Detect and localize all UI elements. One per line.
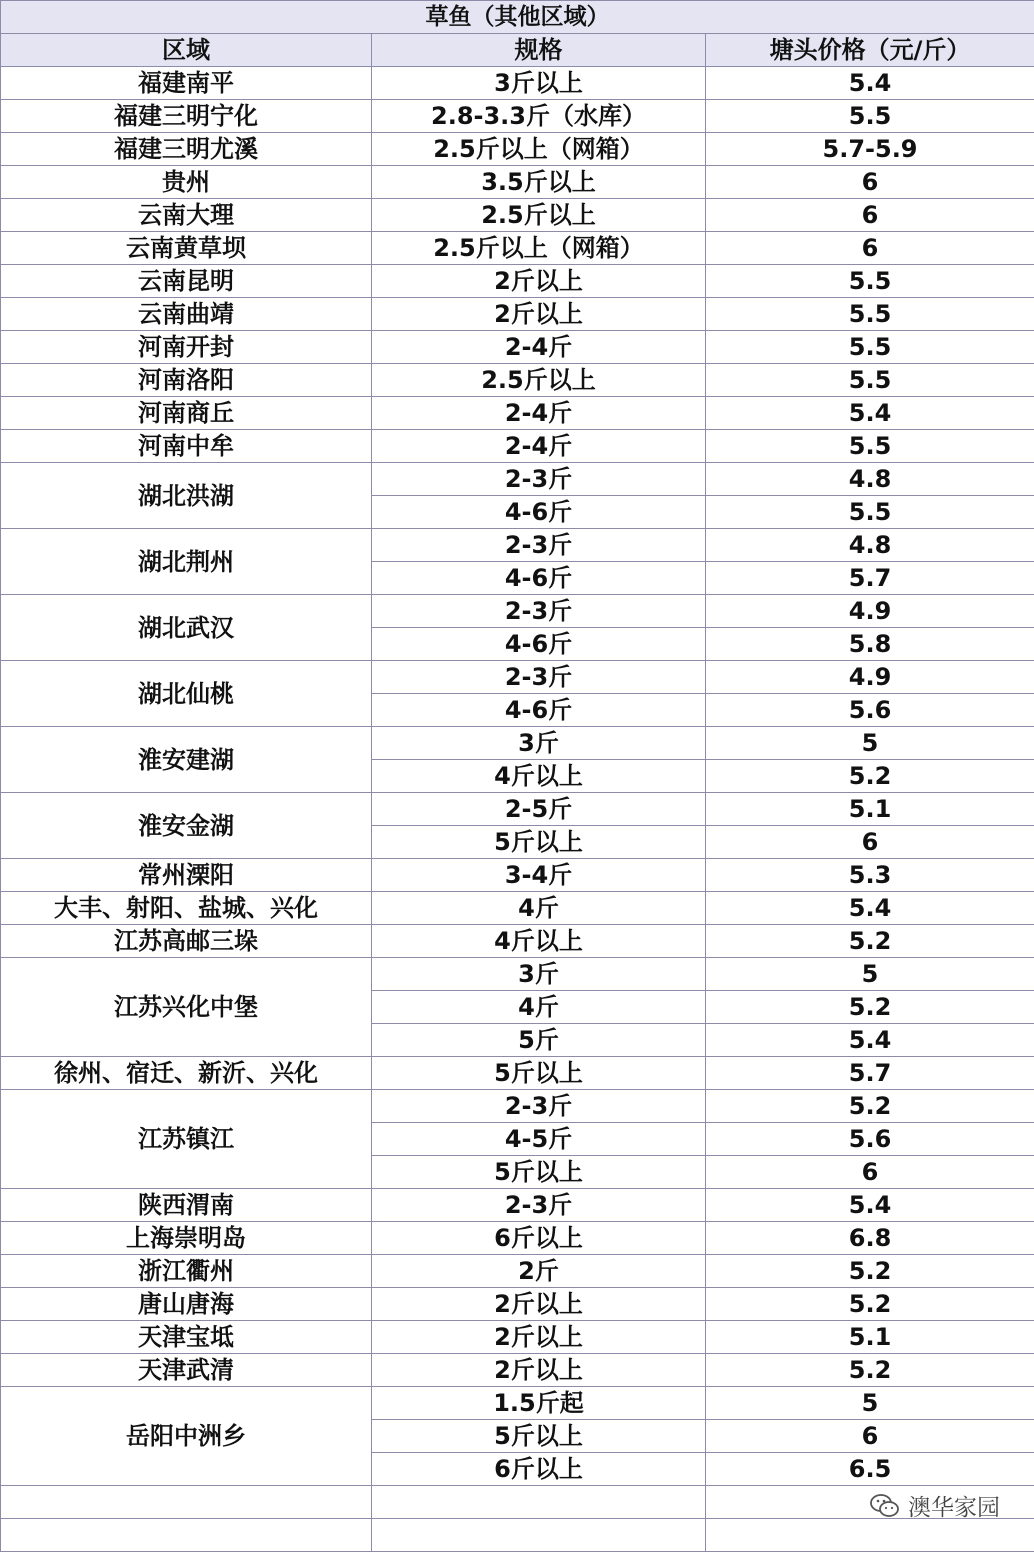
spec-cell: 3斤 — [372, 958, 706, 991]
spec-cell: 5斤以上 — [372, 1057, 706, 1090]
price-cell: 5.7-5.9 — [706, 133, 1034, 166]
table-row — [1, 1189, 1034, 1222]
price-cell: 6 — [706, 1156, 1034, 1189]
table-row — [1, 1090, 1034, 1123]
price-cell: 5.5 — [706, 265, 1034, 298]
price-cell: 5.5 — [706, 496, 1034, 529]
region-cell: 陕西渭南 — [1, 1189, 372, 1222]
table-row — [1, 529, 1034, 562]
region-cell: 徐州、宿迁、新沂、兴化 — [1, 1057, 372, 1090]
price-cell: 5.2 — [706, 1354, 1034, 1387]
spec-cell: 2-4斤 — [372, 397, 706, 430]
spec-cell: 2-3斤 — [372, 463, 706, 496]
spec-cell: 2-3斤 — [372, 1090, 706, 1123]
price-cell: 5.5 — [706, 430, 1034, 463]
region-cell: 河南中牟 — [1, 430, 372, 463]
table-body — [1, 67, 1034, 1552]
watermark-text: 澳华家园 — [908, 1495, 1000, 1521]
spec-cell: 2.5斤以上 — [372, 199, 706, 232]
table-row — [1, 100, 1034, 133]
empty-row — [1, 1519, 1034, 1552]
table-row — [1, 892, 1034, 925]
spec-cell: 2-3斤 — [372, 529, 706, 562]
price-cell: 5.2 — [706, 1255, 1034, 1288]
spec-cell: 2斤以上 — [372, 1321, 706, 1354]
spec-cell: 6斤以上 — [372, 1453, 706, 1486]
region-cell: 浙江衢州 — [1, 1255, 372, 1288]
spec-cell: 3-4斤 — [372, 859, 706, 892]
price-cell: 5.7 — [706, 562, 1034, 595]
empty-cell — [1, 1486, 372, 1519]
price-cell: 6.5 — [706, 1453, 1034, 1486]
price-cell: 5.2 — [706, 760, 1034, 793]
price-cell: 5.2 — [706, 1288, 1034, 1321]
header-price: 塘头价格（元/斤） — [706, 34, 1034, 67]
table-row — [1, 1255, 1034, 1288]
region-cell: 湖北洪湖 — [1, 463, 372, 529]
empty-cell — [1, 1519, 372, 1552]
region-cell: 贵州 — [1, 166, 372, 199]
spec-cell: 2.5斤以上 — [372, 364, 706, 397]
price-cell: 5.5 — [706, 100, 1034, 133]
spec-cell: 6斤以上 — [372, 1222, 706, 1255]
table-row — [1, 67, 1034, 100]
price-cell: 5.4 — [706, 67, 1034, 100]
price-cell: 5 — [706, 1387, 1034, 1420]
spec-cell: 2-4斤 — [372, 430, 706, 463]
region-cell: 江苏高邮三垛 — [1, 925, 372, 958]
region-cell: 岳阳中洲乡 — [1, 1387, 372, 1486]
table-row — [1, 925, 1034, 958]
table-row — [1, 265, 1034, 298]
spec-cell: 3斤 — [372, 727, 706, 760]
spec-cell: 3.5斤以上 — [372, 166, 706, 199]
header-region: 区域 — [1, 34, 372, 67]
price-cell: 5.3 — [706, 859, 1034, 892]
region-cell: 福建南平 — [1, 67, 372, 100]
price-cell: 5 — [706, 958, 1034, 991]
spec-cell: 2-3斤 — [372, 1189, 706, 1222]
table-row — [1, 1354, 1034, 1387]
price-cell: 5 — [706, 727, 1034, 760]
spec-cell: 4-6斤 — [372, 694, 706, 727]
spec-cell: 4斤以上 — [372, 760, 706, 793]
empty-cell — [372, 1486, 706, 1519]
spec-cell: 2-5斤 — [372, 793, 706, 826]
empty-cell — [706, 1519, 1034, 1552]
spec-cell: 4-5斤 — [372, 1123, 706, 1156]
region-cell: 江苏镇江 — [1, 1090, 372, 1189]
region-cell: 云南昆明 — [1, 265, 372, 298]
table-row — [1, 595, 1034, 628]
region-cell: 常州溧阳 — [1, 859, 372, 892]
table-row — [1, 166, 1034, 199]
price-cell: 6 — [706, 1420, 1034, 1453]
region-cell: 河南商丘 — [1, 397, 372, 430]
region-cell: 湖北仙桃 — [1, 661, 372, 727]
price-cell: 5.2 — [706, 991, 1034, 1024]
table-row — [1, 661, 1034, 694]
price-cell: 6 — [706, 199, 1034, 232]
price-cell: 5.8 — [706, 628, 1034, 661]
spec-cell: 4斤 — [372, 892, 706, 925]
table-title: 草鱼（其他区域） — [1, 1, 1034, 34]
spec-cell: 2斤以上 — [372, 265, 706, 298]
table-title-row — [1, 1, 1034, 34]
price-cell: 5.4 — [706, 1189, 1034, 1222]
spec-cell: 4-6斤 — [372, 496, 706, 529]
region-cell: 江苏兴化中堡 — [1, 958, 372, 1057]
empty-cell — [372, 1519, 706, 1552]
table-row — [1, 859, 1034, 892]
price-cell: 5.4 — [706, 892, 1034, 925]
price-cell: 4.8 — [706, 463, 1034, 496]
price-cell: 4.9 — [706, 661, 1034, 694]
table-row — [1, 727, 1034, 760]
price-cell: 5.1 — [706, 1321, 1034, 1354]
price-cell: 5.1 — [706, 793, 1034, 826]
spec-cell: 4-6斤 — [372, 562, 706, 595]
region-cell: 福建三明宁化 — [1, 100, 372, 133]
region-cell: 河南洛阳 — [1, 364, 372, 397]
spec-cell: 2-4斤 — [372, 331, 706, 364]
region-cell: 大丰、射阳、盐城、兴化 — [1, 892, 372, 925]
price-cell: 6 — [706, 826, 1034, 859]
spec-cell: 2.5斤以上（网箱） — [372, 133, 706, 166]
table-row — [1, 298, 1034, 331]
spec-cell: 2-3斤 — [372, 661, 706, 694]
price-cell: 4.8 — [706, 529, 1034, 562]
table-row — [1, 133, 1034, 166]
region-cell: 唐山唐海 — [1, 1288, 372, 1321]
table-row — [1, 364, 1034, 397]
table-row — [1, 397, 1034, 430]
table-row — [1, 331, 1034, 364]
spec-cell: 2斤 — [372, 1255, 706, 1288]
table-row — [1, 463, 1034, 496]
price-cell: 5.2 — [706, 1090, 1034, 1123]
table-row — [1, 199, 1034, 232]
spec-cell: 2.8-3.3斤（水库） — [372, 100, 706, 133]
spec-cell: 5斤以上 — [372, 1156, 706, 1189]
region-cell: 湖北武汉 — [1, 595, 372, 661]
spec-cell: 2斤以上 — [372, 1354, 706, 1387]
region-cell: 湖北荆州 — [1, 529, 372, 595]
spec-cell: 1.5斤起 — [372, 1387, 706, 1420]
price-cell: 5.5 — [706, 331, 1034, 364]
price-cell: 6.8 — [706, 1222, 1034, 1255]
region-cell: 云南大理 — [1, 199, 372, 232]
region-cell: 上海崇明岛 — [1, 1222, 372, 1255]
wechat-icon — [870, 1493, 900, 1519]
region-cell: 河南开封 — [1, 331, 372, 364]
header-row — [1, 34, 1034, 67]
spec-cell: 4斤以上 — [372, 925, 706, 958]
price-cell: 5.4 — [706, 397, 1034, 430]
table-row — [1, 1387, 1034, 1420]
region-cell: 福建三明尤溪 — [1, 133, 372, 166]
watermark — [870, 1489, 1000, 1522]
price-cell: 6 — [706, 232, 1034, 265]
table-row — [1, 793, 1034, 826]
spec-cell: 5斤以上 — [372, 1420, 706, 1453]
price-cell: 5.5 — [706, 298, 1034, 331]
table-row — [1, 958, 1034, 991]
price-cell: 5.5 — [706, 364, 1034, 397]
table-row — [1, 1288, 1034, 1321]
region-cell: 天津武清 — [1, 1354, 372, 1387]
table-row — [1, 1222, 1034, 1255]
region-cell: 天津宝坻 — [1, 1321, 372, 1354]
spec-cell: 3斤以上 — [372, 67, 706, 100]
region-cell: 云南曲靖 — [1, 298, 372, 331]
table-row — [1, 430, 1034, 463]
price-cell: 5.6 — [706, 694, 1034, 727]
table-row — [1, 1057, 1034, 1090]
price-cell: 6 — [706, 166, 1034, 199]
spec-cell: 4斤 — [372, 991, 706, 1024]
spec-cell: 2斤以上 — [372, 298, 706, 331]
price-cell: 5.4 — [706, 1024, 1034, 1057]
region-cell: 云南黄草坝 — [1, 232, 372, 265]
price-cell: 4.9 — [706, 595, 1034, 628]
price-cell: 5.2 — [706, 925, 1034, 958]
region-cell: 淮安金湖 — [1, 793, 372, 859]
spec-cell: 2-3斤 — [372, 595, 706, 628]
table-row — [1, 232, 1034, 265]
table-row — [1, 1321, 1034, 1354]
spec-cell: 2.5斤以上（网箱） — [372, 232, 706, 265]
spec-cell: 2斤以上 — [372, 1288, 706, 1321]
spec-cell: 5斤 — [372, 1024, 706, 1057]
region-cell: 淮安建湖 — [1, 727, 372, 793]
spec-cell: 4-6斤 — [372, 628, 706, 661]
header-spec: 规格 — [372, 34, 706, 67]
price-cell: 5.6 — [706, 1123, 1034, 1156]
spec-cell: 5斤以上 — [372, 826, 706, 859]
price-cell: 5.7 — [706, 1057, 1034, 1090]
